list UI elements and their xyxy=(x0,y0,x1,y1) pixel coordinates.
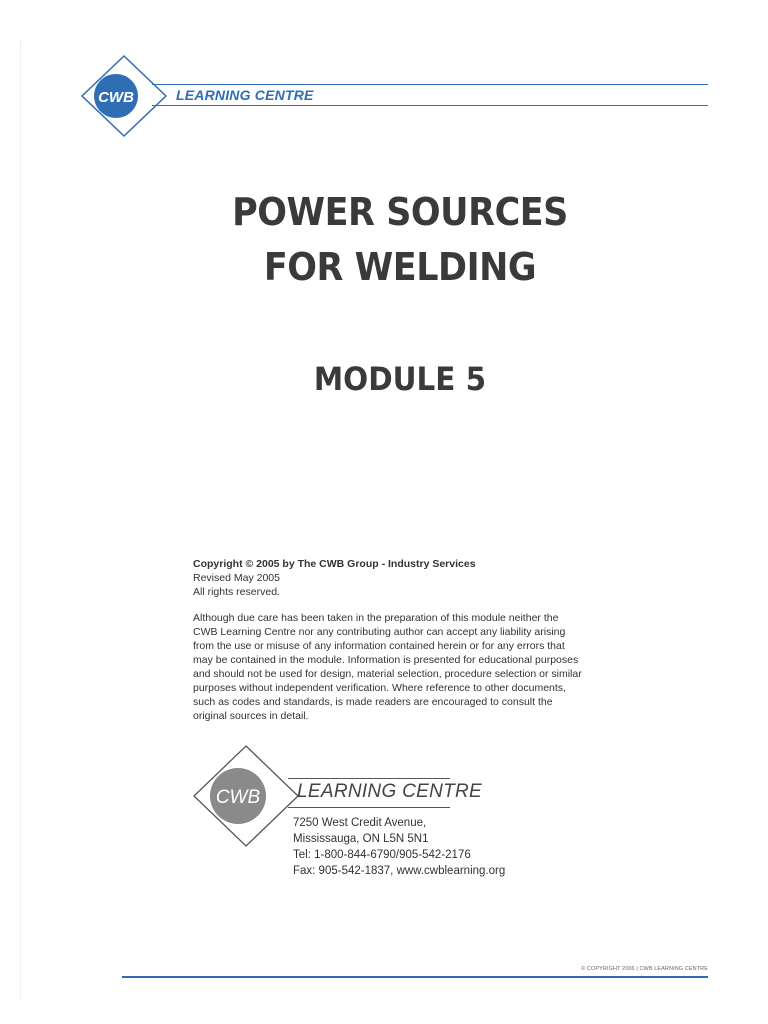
disclaimer-line: original sources in detail. xyxy=(193,710,309,722)
footer-copyright: © COPYRIGHT 2006 | CWB LEARNING CENTRE xyxy=(581,966,708,972)
disclaimer-line: and should not be used for design, material selection, procedure selection or similar xyxy=(193,668,582,680)
contact-rule-top xyxy=(288,778,450,779)
document-title-line2: FOR WELDING xyxy=(263,245,537,289)
contact-rule-bottom xyxy=(288,807,450,808)
disclaimer-line: may be contained in the module. Information is presented for educational purposes xyxy=(193,654,579,666)
cwb-logo-icon xyxy=(80,54,168,138)
disclaimer-paragraph xyxy=(193,611,623,723)
contact-address xyxy=(293,815,505,879)
copyright-line: Copyright © 2005 by The CWB Group - Industry Services xyxy=(193,558,476,570)
bottom-logo-text: CWB xyxy=(215,787,261,808)
disclaimer-line: such as codes and standards, is made readers are encouraged to consult the xyxy=(193,696,553,708)
header-rule-top xyxy=(152,84,708,85)
header-rule-bottom xyxy=(152,105,708,106)
header-brand: LEARNING CENTRE xyxy=(176,87,314,103)
disclaimer-line: Although due care has been taken in the preparation of this module neither the xyxy=(193,612,559,624)
phone-line: Tel: 1-800-844-6790/905-542-2176 xyxy=(293,849,471,861)
disclaimer-line: from the use or misuse of any information contained herein or for any errors that xyxy=(193,640,565,652)
rights-line: All rights reserved. xyxy=(193,586,280,598)
scan-edge-artifact xyxy=(20,40,23,1000)
top-logo-text: CWB xyxy=(98,89,134,106)
disclaimer-line: purposes without independent verification. Where reference to other documents, xyxy=(193,682,566,694)
revised-line: Revised May 2005 xyxy=(193,572,280,584)
document-title-line1: POWER SOURCES xyxy=(232,190,568,234)
contact-brand: LEARNING CENTRE xyxy=(297,781,483,802)
footer-rule xyxy=(122,976,708,978)
fax-line: Fax: 905-542-1837, www.cwblearning.org xyxy=(293,865,506,877)
copyright-block xyxy=(193,557,623,723)
address-line: Mississauga, ON L5N 5N1 xyxy=(293,833,429,845)
address-line: 7250 West Credit Avenue, xyxy=(293,817,427,829)
disclaimer-line: CWB Learning Centre nor any contributing author can accept any liability arising xyxy=(193,626,566,638)
module-label: MODULE 5 xyxy=(313,360,487,398)
cwb-logo-gray-icon xyxy=(192,744,300,848)
